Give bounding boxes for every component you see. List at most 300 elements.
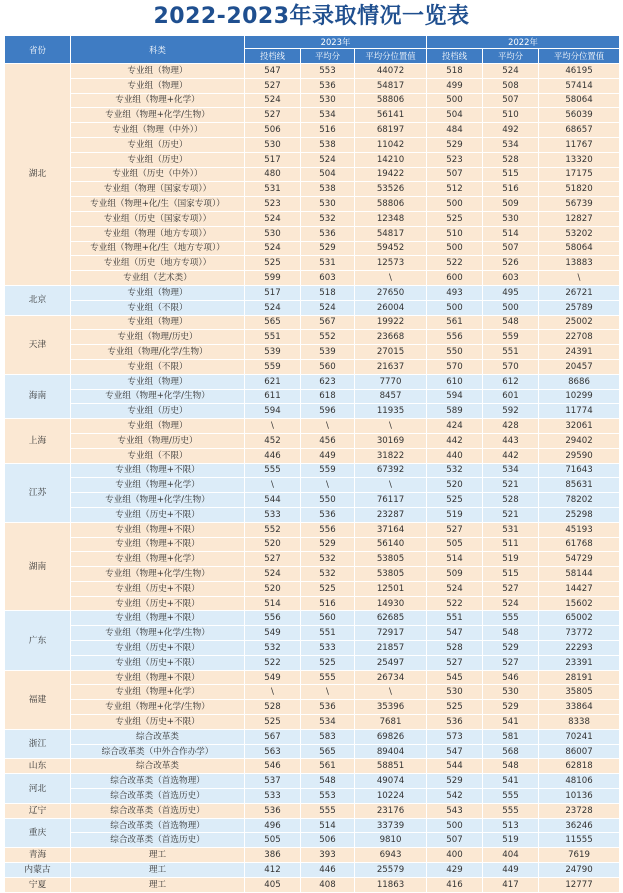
value-cell: 529 <box>483 700 539 715</box>
table-row <box>5 211 620 226</box>
table-row <box>5 108 620 123</box>
value-cell: 19922 <box>355 315 427 330</box>
value-cell: 12573 <box>355 256 427 271</box>
subject-cell: 专业组（物理+不限） <box>71 611 245 626</box>
value-cell: 530 <box>245 137 301 152</box>
subject-cell: 专业组（物理+化学） <box>71 93 245 108</box>
province-cell: 江苏 <box>5 463 71 522</box>
value-cell: 456 <box>301 433 355 448</box>
value-cell: 529 <box>427 774 483 789</box>
subject-cell: 专业组（物理+化学/生物） <box>71 493 245 508</box>
value-cell: 443 <box>483 433 539 448</box>
value-cell: 524 <box>245 567 301 582</box>
value-cell: 25497 <box>355 655 427 670</box>
value-cell: 54817 <box>355 226 427 241</box>
value-cell: 53805 <box>355 552 427 567</box>
table-row <box>5 729 620 744</box>
subject-cell: 专业组（物理+不限） <box>71 522 245 537</box>
value-cell: 45193 <box>539 522 620 537</box>
value-cell: 33864 <box>539 700 620 715</box>
value-cell: 20457 <box>539 359 620 374</box>
value-cell: 446 <box>245 448 301 463</box>
value-cell: \ <box>539 271 620 286</box>
value-cell: 555 <box>483 803 539 818</box>
value-cell: 561 <box>427 315 483 330</box>
value-cell: 536 <box>301 78 355 93</box>
value-cell: 429 <box>427 863 483 878</box>
province-cell: 福建 <box>5 670 71 729</box>
value-cell: 600 <box>427 271 483 286</box>
value-cell: 510 <box>483 108 539 123</box>
value-cell: 519 <box>427 507 483 522</box>
value-cell: 514 <box>301 818 355 833</box>
value-cell: 25789 <box>539 300 620 315</box>
subject-cell: 专业组（物理+化/生（地方专项）） <box>71 241 245 256</box>
subject-cell: 专业组（物理） <box>71 419 245 434</box>
subject-cell: 专业组（历史+不限） <box>71 641 245 656</box>
table-row <box>5 374 620 389</box>
value-cell: 524 <box>245 93 301 108</box>
value-cell: 532 <box>301 552 355 567</box>
value-cell: 516 <box>483 182 539 197</box>
table-row <box>5 670 620 685</box>
value-cell: 522 <box>427 596 483 611</box>
value-cell: 449 <box>301 448 355 463</box>
subject-cell: 专业组（不限） <box>71 448 245 463</box>
value-cell: 400 <box>427 848 483 863</box>
value-cell: 530 <box>483 211 539 226</box>
value-cell: 524 <box>483 596 539 611</box>
value-cell: 10224 <box>355 789 427 804</box>
value-cell: 611 <box>245 389 301 404</box>
value-cell: 493 <box>427 285 483 300</box>
value-cell: 424 <box>427 419 483 434</box>
subject-cell: 专业组（历史（国家专项）） <box>71 211 245 226</box>
value-cell: 529 <box>301 241 355 256</box>
value-cell: 22708 <box>539 330 620 345</box>
value-cell: 531 <box>245 182 301 197</box>
value-cell: 529 <box>427 137 483 152</box>
value-cell: 17175 <box>539 167 620 182</box>
subject-cell: 专业组（物理+化学） <box>71 552 245 567</box>
subject-cell: 理工 <box>71 877 245 892</box>
value-cell: 509 <box>483 197 539 212</box>
subject-cell: 专业组（物理（国家专项）） <box>71 182 245 197</box>
province-cell: 广东 <box>5 611 71 670</box>
value-cell: 527 <box>483 581 539 596</box>
province-cell: 内蒙古 <box>5 863 71 878</box>
value-cell: 62818 <box>539 759 620 774</box>
value-cell: 21637 <box>355 359 427 374</box>
table-row <box>5 389 620 404</box>
value-cell: 12348 <box>355 211 427 226</box>
value-cell: 449 <box>483 863 539 878</box>
value-cell: 561 <box>301 759 355 774</box>
value-cell: \ <box>355 271 427 286</box>
value-cell: 29590 <box>539 448 620 463</box>
value-cell: 89404 <box>355 744 427 759</box>
value-cell: 412 <box>245 863 301 878</box>
value-cell: 610 <box>427 374 483 389</box>
value-cell: 56140 <box>355 537 427 552</box>
value-cell: 549 <box>245 670 301 685</box>
subject-cell: 综合改革类 <box>71 729 245 744</box>
value-cell: 12501 <box>355 581 427 596</box>
subject-cell: 专业组（物理+化学/生物） <box>71 389 245 404</box>
subject-cell: 综合改革类（首选历史） <box>71 789 245 804</box>
table-row <box>5 744 620 759</box>
subject-cell: 专业组（历史+不限） <box>71 655 245 670</box>
value-cell: 37164 <box>355 522 427 537</box>
value-cell: 507 <box>483 241 539 256</box>
value-cell: 525 <box>245 715 301 730</box>
value-cell: 530 <box>301 93 355 108</box>
value-cell: 559 <box>483 330 539 345</box>
table-row <box>5 567 620 582</box>
province-cell: 重庆 <box>5 818 71 848</box>
subject-cell: 专业组（历史（中外）） <box>71 167 245 182</box>
table-row <box>5 448 620 463</box>
value-cell: 500 <box>427 93 483 108</box>
value-cell: 10299 <box>539 389 620 404</box>
value-cell: 550 <box>301 493 355 508</box>
table-row <box>5 848 620 863</box>
value-cell: 545 <box>427 670 483 685</box>
value-cell: 526 <box>483 256 539 271</box>
value-cell: 621 <box>245 374 301 389</box>
value-cell: 44072 <box>355 64 427 79</box>
value-cell: 27015 <box>355 345 427 360</box>
value-cell: 603 <box>301 271 355 286</box>
value-cell: 536 <box>301 507 355 522</box>
table-row <box>5 581 620 596</box>
value-cell: \ <box>245 478 301 493</box>
subject-cell: 专业组（历史（地方专项）） <box>71 256 245 271</box>
subject-cell: 专业组（物理） <box>71 78 245 93</box>
value-cell: 499 <box>427 78 483 93</box>
value-cell: 53202 <box>539 226 620 241</box>
value-cell: 552 <box>245 522 301 537</box>
value-cell: 553 <box>301 789 355 804</box>
value-cell: 524 <box>427 581 483 596</box>
value-cell: 51820 <box>539 182 620 197</box>
value-cell: 21857 <box>355 641 427 656</box>
value-cell: 46195 <box>539 64 620 79</box>
value-cell: 68657 <box>539 123 620 138</box>
value-cell: 72917 <box>355 626 427 641</box>
value-cell: 32061 <box>539 419 620 434</box>
table-row <box>5 818 620 833</box>
value-cell: 26004 <box>355 300 427 315</box>
value-cell: 24391 <box>539 345 620 360</box>
value-cell: 548 <box>483 759 539 774</box>
value-cell: 525 <box>301 655 355 670</box>
value-cell: 86007 <box>539 744 620 759</box>
value-cell: 507 <box>427 833 483 848</box>
province-cell: 河北 <box>5 774 71 804</box>
province-cell: 湖南 <box>5 522 71 611</box>
value-cell: 492 <box>483 123 539 138</box>
table-row <box>5 93 620 108</box>
subject-cell: 专业组（历史） <box>71 137 245 152</box>
province-cell: 天津 <box>5 315 71 374</box>
table-row <box>5 715 620 730</box>
value-cell: 548 <box>483 626 539 641</box>
value-cell: 8338 <box>539 715 620 730</box>
header-province: 省份 <box>5 36 71 64</box>
table-row <box>5 685 620 700</box>
province-cell: 浙江 <box>5 729 71 759</box>
table-row <box>5 641 620 656</box>
value-cell: 12777 <box>539 877 620 892</box>
value-cell: 12827 <box>539 211 620 226</box>
table-row <box>5 241 620 256</box>
value-cell: 531 <box>301 256 355 271</box>
value-cell: 560 <box>301 359 355 374</box>
value-cell: 10136 <box>539 789 620 804</box>
value-cell: 442 <box>427 433 483 448</box>
value-cell: 570 <box>483 359 539 374</box>
table-body <box>5 64 620 893</box>
table-header <box>5 36 620 64</box>
value-cell: 547 <box>245 64 301 79</box>
table-row <box>5 123 620 138</box>
value-cell: 19422 <box>355 167 427 182</box>
value-cell: 408 <box>301 877 355 892</box>
value-cell: 500 <box>427 300 483 315</box>
value-cell: 56141 <box>355 108 427 123</box>
value-cell: 581 <box>483 729 539 744</box>
subject-cell: 专业组（不限） <box>71 359 245 374</box>
subject-cell: 专业组（物理/历史） <box>71 433 245 448</box>
value-cell: 440 <box>427 448 483 463</box>
subject-cell: 理工 <box>71 863 245 878</box>
subject-cell: 专业组（历史） <box>71 404 245 419</box>
value-cell: 516 <box>301 123 355 138</box>
table-row <box>5 626 620 641</box>
header-col: 平均分 <box>301 49 355 64</box>
table-row <box>5 552 620 567</box>
subject-cell: 理工 <box>71 848 245 863</box>
header-year-2023: 2023年 <box>245 36 427 49</box>
value-cell: 565 <box>301 744 355 759</box>
value-cell: \ <box>355 685 427 700</box>
value-cell: 555 <box>483 789 539 804</box>
value-cell: 85631 <box>539 478 620 493</box>
subject-cell: 专业组（物理） <box>71 315 245 330</box>
subject-cell: 专业组（物理） <box>71 374 245 389</box>
value-cell: 500 <box>483 300 539 315</box>
value-cell: 512 <box>427 182 483 197</box>
value-cell: 15602 <box>539 596 620 611</box>
value-cell: 525 <box>427 211 483 226</box>
page-title: 2022-2023年录取情况一览表 <box>153 4 470 29</box>
value-cell: 525 <box>301 581 355 596</box>
table-row <box>5 330 620 345</box>
value-cell: 500 <box>427 818 483 833</box>
table-row <box>5 256 620 271</box>
value-cell: 532 <box>427 463 483 478</box>
subject-cell: 专业组（历史+不限） <box>71 715 245 730</box>
value-cell: 405 <box>245 877 301 892</box>
table-row <box>5 167 620 182</box>
subject-cell: 专业组（不限） <box>71 300 245 315</box>
province-cell: 上海 <box>5 419 71 463</box>
value-cell: 541 <box>483 774 539 789</box>
value-cell: 35805 <box>539 685 620 700</box>
province-cell: 海南 <box>5 374 71 418</box>
value-cell: 516 <box>301 596 355 611</box>
value-cell: 416 <box>427 877 483 892</box>
value-cell: \ <box>355 419 427 434</box>
subject-cell: 专业组（历史+不限） <box>71 581 245 596</box>
value-cell: 521 <box>483 478 539 493</box>
value-cell: 551 <box>483 345 539 360</box>
value-cell: 496 <box>245 818 301 833</box>
value-cell: 532 <box>301 567 355 582</box>
value-cell: 428 <box>483 419 539 434</box>
value-cell: 8457 <box>355 389 427 404</box>
value-cell: 28191 <box>539 670 620 685</box>
value-cell: 583 <box>301 729 355 744</box>
table-row <box>5 478 620 493</box>
value-cell: 519 <box>483 552 539 567</box>
value-cell: 528 <box>483 493 539 508</box>
value-cell: 22293 <box>539 641 620 656</box>
table-row <box>5 877 620 892</box>
value-cell: 23287 <box>355 507 427 522</box>
subject-cell: 综合改革类（首选历史） <box>71 833 245 848</box>
value-cell: 530 <box>483 685 539 700</box>
subject-cell: 综合改革类（首选物理） <box>71 818 245 833</box>
value-cell: 544 <box>427 759 483 774</box>
value-cell: 13883 <box>539 256 620 271</box>
value-cell: 517 <box>245 152 301 167</box>
value-cell: 531 <box>483 522 539 537</box>
value-cell: 27650 <box>355 285 427 300</box>
value-cell: 547 <box>427 744 483 759</box>
value-cell: 68197 <box>355 123 427 138</box>
value-cell: 552 <box>301 330 355 345</box>
value-cell: 542 <box>427 789 483 804</box>
value-cell: 518 <box>427 64 483 79</box>
value-cell: 536 <box>245 803 301 818</box>
value-cell: 524 <box>483 64 539 79</box>
value-cell: 544 <box>245 493 301 508</box>
value-cell: 527 <box>245 108 301 123</box>
value-cell: 442 <box>483 448 539 463</box>
value-cell: 23668 <box>355 330 427 345</box>
value-cell: 548 <box>301 774 355 789</box>
value-cell: 484 <box>427 123 483 138</box>
value-cell: 546 <box>483 670 539 685</box>
subject-cell: 专业组（物理） <box>71 285 245 300</box>
value-cell: 524 <box>245 300 301 315</box>
value-cell: 7681 <box>355 715 427 730</box>
value-cell: 548 <box>483 315 539 330</box>
value-cell: 53805 <box>355 567 427 582</box>
value-cell: 539 <box>301 345 355 360</box>
value-cell: 54729 <box>539 552 620 567</box>
table-row <box>5 833 620 848</box>
subject-cell: 专业组（历史+不限） <box>71 507 245 522</box>
value-cell: 56739 <box>539 197 620 212</box>
table-row <box>5 64 620 79</box>
value-cell: 48106 <box>539 774 620 789</box>
value-cell: 59452 <box>355 241 427 256</box>
value-cell: \ <box>355 478 427 493</box>
subject-cell: 综合改革类（中外合作办学） <box>71 744 245 759</box>
value-cell: 592 <box>483 404 539 419</box>
value-cell: 11863 <box>355 877 427 892</box>
table-row <box>5 419 620 434</box>
subject-cell: 专业组（艺术类） <box>71 271 245 286</box>
value-cell: 480 <box>245 167 301 182</box>
value-cell: 495 <box>483 285 539 300</box>
subject-cell: 专业组（历史） <box>71 152 245 167</box>
value-cell: 446 <box>301 863 355 878</box>
table-row <box>5 596 620 611</box>
subject-cell: 专业组（物理/化学/生物） <box>71 345 245 360</box>
value-cell: 537 <box>245 774 301 789</box>
value-cell: 520 <box>245 537 301 552</box>
value-cell: 612 <box>483 374 539 389</box>
subject-cell: 专业组（物理+化学/生物） <box>71 108 245 123</box>
value-cell: 523 <box>245 197 301 212</box>
value-cell: 33739 <box>355 818 427 833</box>
header-col: 平均分 <box>483 49 539 64</box>
table-row <box>5 803 620 818</box>
table-row <box>5 152 620 167</box>
value-cell: 393 <box>301 848 355 863</box>
value-cell: \ <box>301 419 355 434</box>
value-cell: 521 <box>483 507 539 522</box>
value-cell: 505 <box>427 537 483 552</box>
value-cell: 11042 <box>355 137 427 152</box>
value-cell: 530 <box>245 226 301 241</box>
value-cell: 13320 <box>539 152 620 167</box>
table-row <box>5 611 620 626</box>
value-cell: 527 <box>245 552 301 567</box>
value-cell: 520 <box>245 581 301 596</box>
value-cell: 504 <box>427 108 483 123</box>
value-cell: 529 <box>483 641 539 656</box>
value-cell: 507 <box>427 167 483 182</box>
value-cell: 536 <box>301 226 355 241</box>
value-cell: 54817 <box>355 78 427 93</box>
value-cell: 527 <box>427 655 483 670</box>
header-col: 投档线 <box>245 49 301 64</box>
value-cell: 519 <box>483 833 539 848</box>
table-row <box>5 197 620 212</box>
value-cell: 594 <box>427 389 483 404</box>
value-cell: 58806 <box>355 93 427 108</box>
value-cell: 23176 <box>355 803 427 818</box>
value-cell: 500 <box>427 241 483 256</box>
value-cell: 533 <box>245 789 301 804</box>
value-cell: 570 <box>427 359 483 374</box>
value-cell: 522 <box>427 256 483 271</box>
value-cell: 29402 <box>539 433 620 448</box>
value-cell: 58064 <box>539 241 620 256</box>
value-cell: 70241 <box>539 729 620 744</box>
province-cell: 青海 <box>5 848 71 863</box>
value-cell: 534 <box>483 137 539 152</box>
table-row <box>5 285 620 300</box>
table-row <box>5 315 620 330</box>
subject-cell: 专业组（物理） <box>71 64 245 79</box>
value-cell: 30169 <box>355 433 427 448</box>
